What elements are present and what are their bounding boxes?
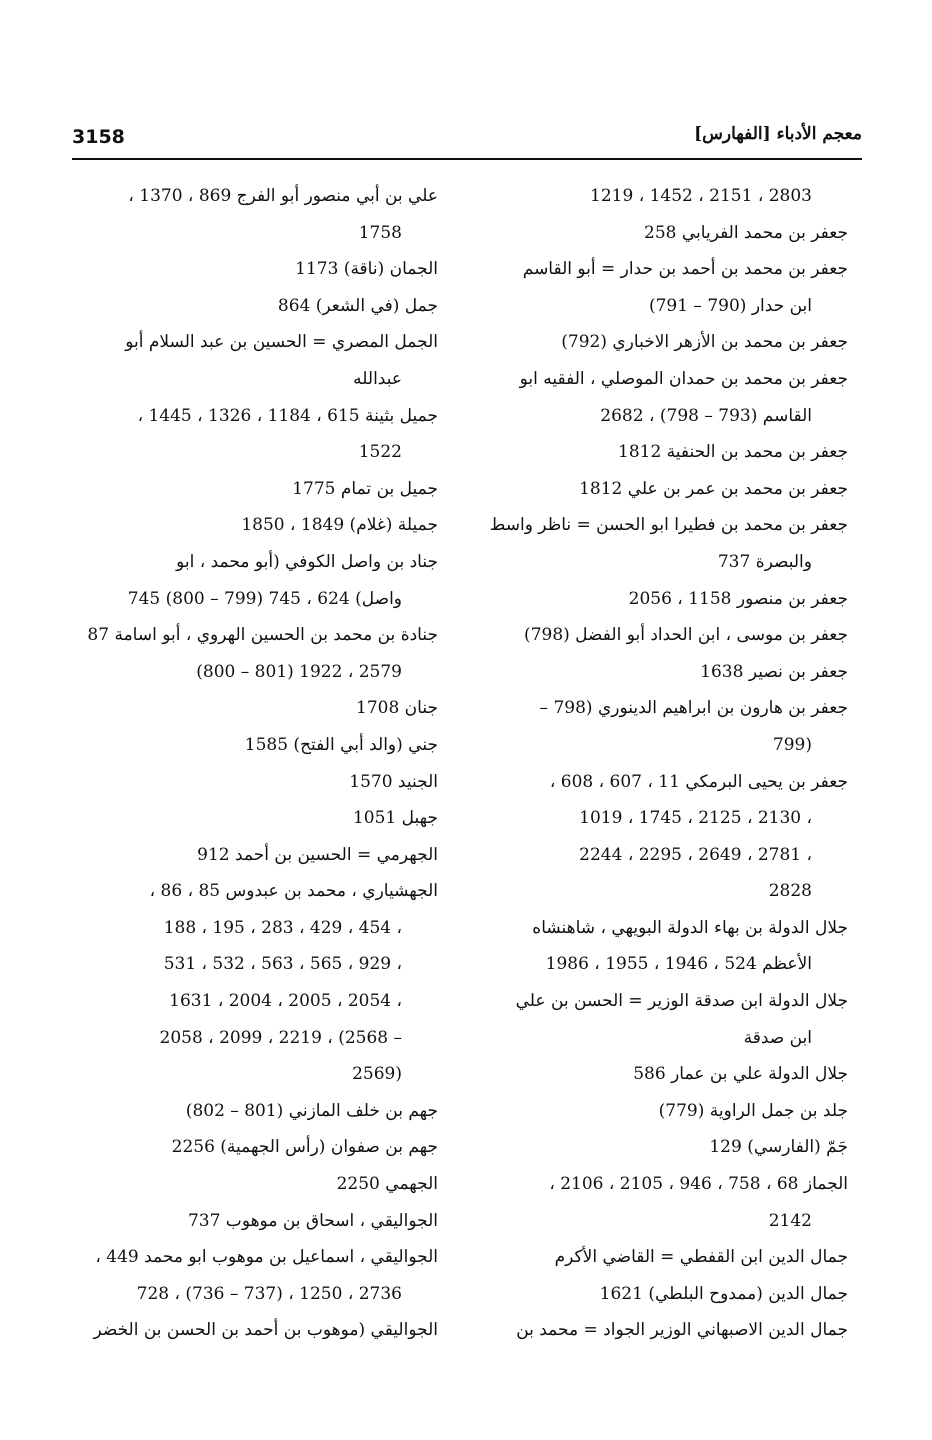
index-entry-continuation: 728 ، (736 – 737) ، 1250 ، 2736 (136, 1283, 402, 1304)
index-entry-continuation: الأعظم 524 ، 1946 ، 1955 ، 1986 (545, 954, 812, 975)
index-entry-continuation: 2058 ، 2099 ، 2219 ، (2568 – (159, 1027, 402, 1048)
index-entry: جميل بثينة 615 ، 1184 ، 1326 ، 1445 ، (137, 405, 438, 426)
index-entry: جعفر بن منصور 1158 ، 2056 (628, 588, 848, 609)
index-entry: جعفر بن محمد بن عمر بن علي 1812 (579, 478, 848, 499)
index-entry: الجواليقي (موهوب بن أحمد بن الحسن بن الخضر (93, 1320, 438, 1341)
index-entry: جعفر بن محمد بن الحنفية 1812 (618, 442, 848, 463)
index-entry-continuation: ابن صدقة (743, 1027, 812, 1048)
index-entry: جميل بن تمام 1775 (292, 478, 438, 499)
index-entry: جعفر بن محمد بن حمدان الموصلي ، الفقيه ابو (519, 368, 848, 389)
index-entry: جعفر بن محمد بن الأزهر الاخباري (792) (561, 332, 848, 353)
index-entry: الجمل المصري = الحسين بن عبد السلام أبو (125, 332, 438, 353)
index-entry-continuation: عبدالله (353, 368, 402, 389)
index-entry-continuation: 2244 ، 2295 ، 2649 ، 2781 ، (579, 844, 812, 865)
index-entry: علي بن أبي منصور أبو الفرج 869 ، 1370 ، (128, 186, 438, 206)
index-entry: جلال الدولة ابن صدقة الوزير = الحسن بن علي (515, 991, 848, 1012)
index-entry-continuation: 188 ، 195 ، 283 ، 429 ، 454 ، (163, 917, 402, 938)
index-entry: جمال الدين الاصبهاني الوزير الجواد = محمد بن (516, 1320, 848, 1341)
index-entry: جلد بن جمل الراوية (779) (658, 1100, 848, 1121)
index-entry: الجماز 68 ، 758 ، 946 ، 2105 ، 2106 ، (549, 1174, 848, 1195)
index-entry: جعفر بن محمد بن فطيرا ابو الحسن = ناظر واسط (489, 515, 848, 536)
index-entry: جلال الدولة علي بن عمار 586 (633, 1064, 848, 1085)
index-entry: جَمّ (الفارسي) 129 (709, 1137, 848, 1158)
index-entry: الجواليقي ، اسحاق بن موهوب 737 (187, 1210, 438, 1231)
index-entry-continuation: 1219 ، 1452 ، 2151 ، 2803 (590, 186, 812, 206)
index-column-right (484, 178, 848, 1349)
index-entry: جناد بن واصل الكوفي (أبو محمد ، ابو (176, 551, 438, 572)
index-entry: جعفر بن محمد الفريابي 258 (644, 222, 848, 243)
index-entry: جعفر بن هارون بن ابراهيم الدينوري (798 – (539, 698, 848, 719)
index-entry: الجمان (ناقة) 1173 (295, 259, 438, 280)
index-column-left (70, 178, 438, 1349)
index-entry: جمل (في الشعر) 864 (277, 295, 438, 316)
index-entry: جمال الدين (ممدوح البلطي) 1621 (599, 1283, 848, 1304)
index-entry: جعفر بن نصير 1638 (700, 661, 848, 682)
index-entry-continuation: 1631 ، 2004 ، 2005 ، 2054 ، (169, 991, 402, 1012)
index-entry: جهم بن خلف المازني (801 – 802) (185, 1100, 438, 1121)
index-entry: الجهمي 2250 (336, 1174, 438, 1195)
index-entry-continuation: واصل) 624 ، 745 (799 – 800) 745 (127, 588, 402, 609)
index-entry-continuation: 2142 (768, 1210, 812, 1231)
index-entry: الجهرمي = الحسين بن أحمد 912 (197, 844, 438, 865)
index-entry-continuation: 799) (772, 734, 812, 755)
index-entry-continuation: والبصرة 737 (717, 551, 812, 572)
index-entry: الجهشياري ، محمد بن عبدوس 85 ، 86 ، (149, 881, 438, 902)
index-entry-continuation: 1758 (358, 222, 402, 243)
index-entry-continuation: 2569) (352, 1064, 402, 1085)
index-entry-continuation: 1019 ، 1745 ، 2125 ، 2130 ، (579, 808, 812, 829)
index-entry: جهبل 1051 (352, 808, 438, 829)
index-entry: جني (والد أبي الفتح) 1585 (244, 734, 438, 755)
index-entry: الجنيد 1570 (349, 771, 438, 792)
page-header (72, 118, 862, 160)
index-entry-continuation: 2828 (768, 881, 812, 902)
index-entry-continuation: 1522 (358, 442, 402, 463)
index-entry: جهم بن صفوان (رأس الجهمية) 2256 (171, 1137, 438, 1158)
index-entry-continuation: (800 – 801) 1922 ، 2579 (196, 661, 402, 682)
index-entry: جعفر بن محمد بن أحمد بن حدار = أبو القاسم (522, 259, 848, 280)
index-entry-continuation: القاسم (793 – 798) ، 2682 (600, 405, 812, 426)
index-entry: جنادة بن محمد بن الحسين الهروي ، أبو اسامة 87 (87, 625, 438, 646)
index-entry-continuation: ابن حدار (790 – 791) (648, 295, 812, 316)
index-entry-continuation: 531 ، 532 ، 563 ، 565 ، 929 ، (163, 954, 402, 975)
index-entry: الجواليقي ، اسماعيل بن موهوب ابو محمد 449 ، (95, 1247, 438, 1268)
index-entry: جلال الدولة بن بهاء الدولة البويهي ، شاهنشاه (532, 917, 848, 938)
index-entry: جعفر بن يحيى البرمكي 11 ، 607 ، 608 ، (549, 771, 848, 792)
page-number: 3158 (72, 126, 125, 148)
index-entry: جمال الدين ابن القفطي = القاضي الأكرم (554, 1247, 848, 1268)
running-title: معجم الأدباء [الفهارس] (694, 124, 862, 144)
index-entry: جنان 1708 (356, 698, 438, 719)
index-entry: جعفر بن موسى ، ابن الحداد أبو الفضل (798) (524, 625, 848, 646)
index-entry: جميلة (غلام) 1849 ، 1850 (241, 515, 438, 536)
